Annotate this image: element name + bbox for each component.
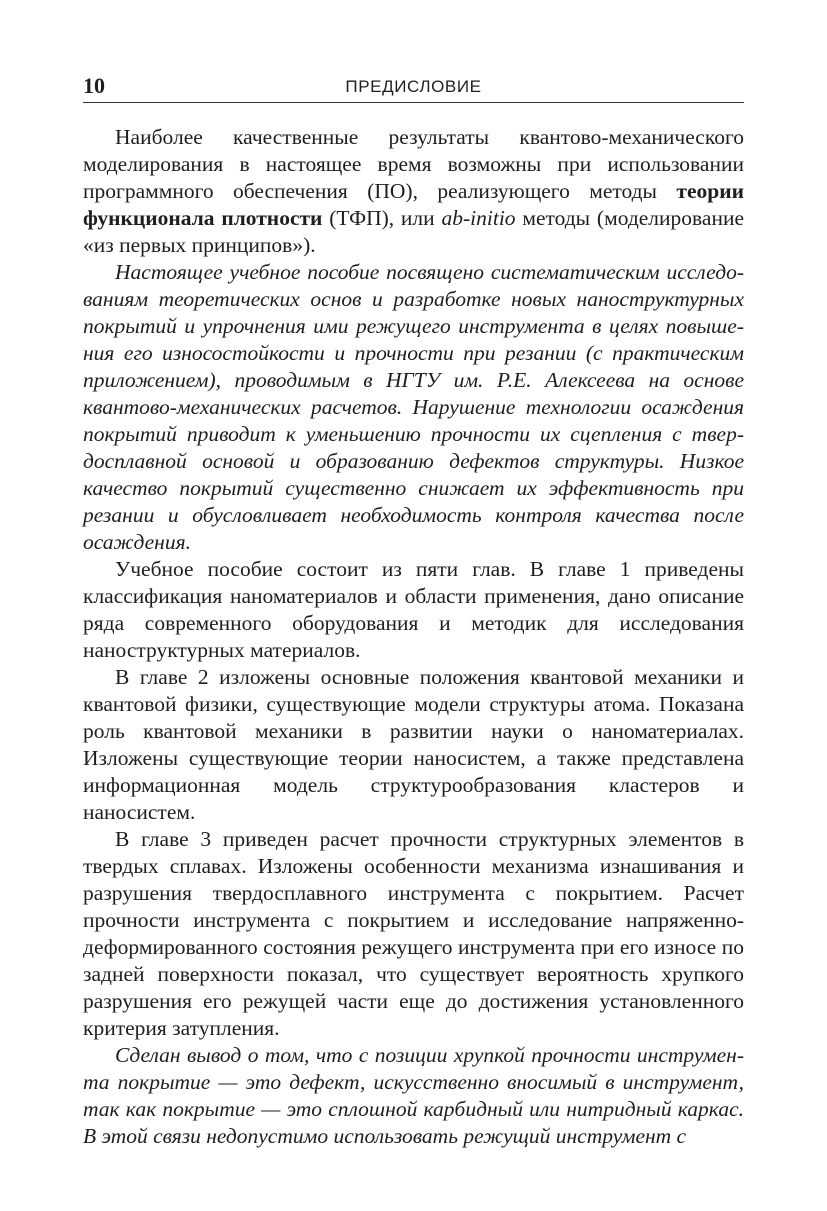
paragraph-6: Сделан вывод о том, что с позиции хрупкой прочности инструмента покрытие — это дефект, искусственно вносимый в инструмент, так как покрытие — это сплошной карбидный или нитридный каркас. В этой связи недопустимо использовать режущий инструмент с: [83, 1043, 744, 1148]
running-title: ПРЕДИСЛОВИЕ: [345, 77, 482, 96]
paragraph-4: В главе 2 изложены основные положения квантовой механики и квантовой физики, существующие модели структуры атома. Показана роль квантовой механики в развитии науки о наноматериалах. Изложены существующие теории наносистем, а также представлена информационная модель структурообразования кластеров и наносистем.: [83, 665, 744, 824]
term-dft: теории функционала плотности: [83, 179, 744, 230]
body-text: [83, 124, 744, 1150]
paragraph-1: [83, 124, 744, 259]
paragraph-5: В главе 3 приведен расчет прочности структурных элементов в твердых сплавах. Изложены особенности механизма изнашивания и разрушения твердосплавного инструмента с покрытием. Расчет прочности инструмента с покрытием и исследование напряженно-деформированного состояния режущего инструмента при его износе по задней поверхности показал, что существует вероятность хрупкого разрушения его режущей части еще до достижения установленного критерия затупления.: [83, 827, 744, 1040]
page-header: [83, 70, 744, 102]
header-divider: [83, 102, 744, 103]
term-ab-initio: ab-initio: [441, 206, 516, 230]
paragraph-1-text-a: Наиболее качественные результаты квантово-механического моделирования в настоящее время возможны при использовании программного обеспечения (ПО), реализующего методы: [83, 125, 744, 203]
page-number: 10: [83, 73, 105, 98]
paragraph-1-text-c: методы (моделирование «из первых принципов»).: [83, 206, 745, 257]
paragraph-1-text-b: (ТФП), или: [322, 206, 442, 230]
paragraph-2: Настоящее учебное пособие посвящено систематическим исследованиям теоретических основ и разработке новых наноструктурных покрытий и упрочнения ими режущего инструмента в целях повышения его износостойкости и прочности при резании (с практическим приложением), проводимым в НГТУ им. Р.Е. Алексеева на основе квантово-механических расчетов. Нарушение технологии осаждения покрытий приводит к уменьшению прочности их сцепления с твердосплавной основой и образованию дефектов структуры. Низкое качество покрытий существенно снижает их эффективность при резании и обусловливает необходимость контроля качества после осаждения.: [83, 260, 744, 554]
paragraph-3: Учебное пособие состоит из пяти глав. В главе 1 приведены классификация наноматериалов и области применения, дано описание ряда современного оборудования и методик для исследования наноструктурных материалов.: [83, 557, 744, 662]
